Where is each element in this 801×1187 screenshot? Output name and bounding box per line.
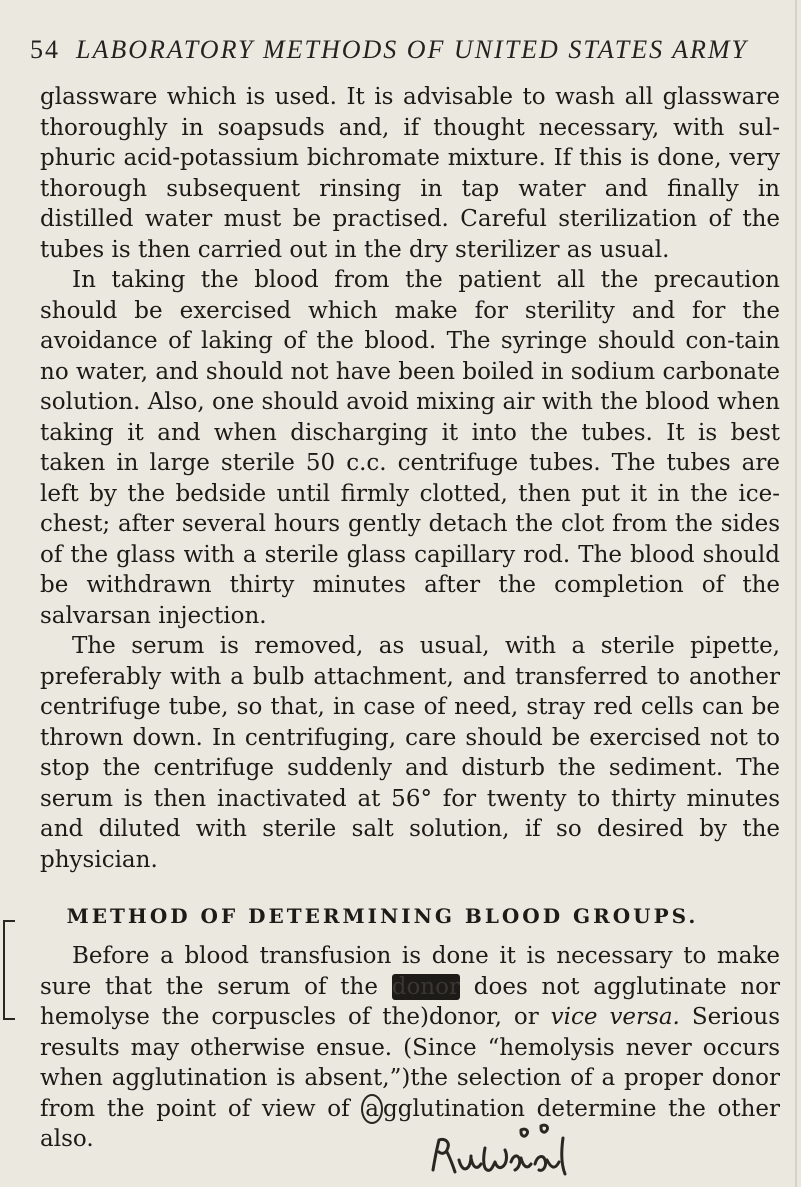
running-title: LABORATORY METHODS OF UNITED STATES ARMY xyxy=(76,35,749,64)
handwritten-open-paren: ( xyxy=(403,1034,413,1061)
section-heading: METHOD OF DETERMINING BLOOD GROUPS. xyxy=(66,904,699,928)
handwritten-close-paren: ) xyxy=(401,1065,411,1091)
margin-bracket-annotation xyxy=(3,920,15,1020)
circled-letter: a xyxy=(361,1094,383,1124)
page-number: 54 xyxy=(30,35,60,64)
paragraph-taking-blood: In taking the blood from the patient all the precaution should be exercised which make for sterility and for the avoidance of laking of the blood. The syringe should con-tain no water, and should not have been boiled in sodium carbonate solution. Also, one should avoid mixing air with the blood when taking it and when discharging it into the tubes. It is best taken in large sterile 50 c.c. centrifuge tubes. The tubes are left by the bedside until firmly clotted, then put it in the ice-chest; after several hours gently detach the clot from the sides of the glass with a sterile glass capillary rod. The blood should be withdrawn thirty minutes after the completion of the salvarsan injection. xyxy=(40,267,780,629)
body-text xyxy=(40,82,780,1155)
italic-phrase: vice versa. xyxy=(550,1004,680,1030)
handwritten-signature xyxy=(425,1118,575,1184)
paragraph-glassware: glassware which is used. It is advisable to wash all glassware thoroughly in soapsuds and, if thought necessary, with sul-phuric acid-potassium bichromate mixture. If this is done, very thorough subsequent rinsing in tap water and finally in distilled water must be practised. Careful sterilization of the tubes is then carried out in the dry sterilizer as usual. xyxy=(40,84,780,263)
handwritten-mark: ) xyxy=(419,1004,429,1030)
running-header xyxy=(30,35,770,65)
paragraph-blood-groups: Before a blood transfusion is done it is necessary to make sure that the serum of the donor does not agglutinate nor hemolyse the corpuscles of the)donor, or vice versa. Serious results may otherwise ensue. (Since “hemolysis never occurs when agglutination is absent,”)the selection of a proper donor from the point of view of a gglutination determine the other also. xyxy=(40,943,781,1152)
paragraph-serum: The serum is removed, as usual, with a sterile pipette, preferably with a bulb attachment, and transferred to another centrifuge tube, so that, in case of need, stray red cells can be thrown down. In centrifuging, care should be exercised not to stop the centrifuge suddenly and disturb the sediment. The serum is then inactivated at 56° for twenty to thirty minutes and diluted with sterile salt solution, if so desired by the physician. xyxy=(40,633,780,873)
struck-word: donor xyxy=(391,973,460,1000)
page-edge-shadow xyxy=(795,0,797,1187)
